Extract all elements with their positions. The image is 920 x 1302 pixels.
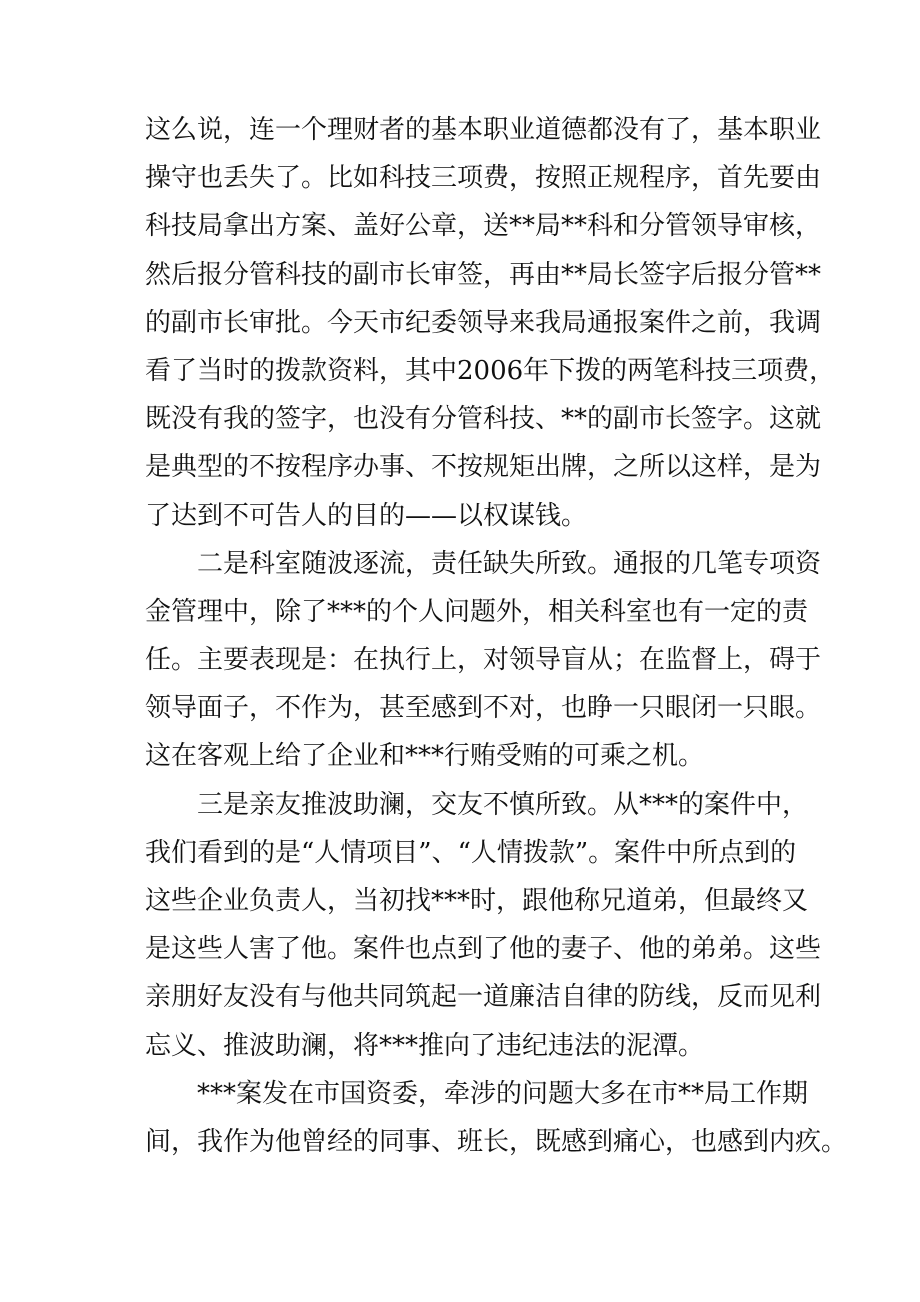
text-line: 既没有我的签字，也没有分管科技、**的副市长签字。这就 — [145, 404, 822, 435]
text-line: 亲朋好友没有与他共同筑起一道廉洁自律的防线，反而见利 — [145, 982, 822, 1013]
text-line: ***案发在市国资委，牵涉的问题大多在市**局工作期 — [197, 1078, 809, 1109]
text-line: 金管理中，除了***的个人问题外，相关科室也有一定的责 — [145, 596, 809, 627]
document-body — [145, 106, 848, 1166]
text-line: 这么说，连一个理财者的基本职业道德都没有了，基本职业 — [145, 115, 822, 145]
text-line: 了达到不可告人的目的——以权谋钱。 — [145, 500, 588, 531]
text-line: 这在客观上给了企业和***行贿受贿的可乘之机。 — [145, 741, 705, 772]
text-line: 操守也丢失了。比如科技三项费，按照正规程序，首先要由 — [145, 163, 822, 194]
text-line: 看了当时的拨款资料，其中2006年下拨的两笔科技三项费， — [145, 355, 836, 386]
text-line: 这些企业负责人，当初找***时，跟他称兄道弟，但最终又 — [145, 886, 809, 916]
paragraph-2 — [145, 540, 822, 781]
text-line: 领导面子，不作为，甚至感到不对，也睁一只眼闭一只眼。 — [145, 693, 822, 724]
text-line: 的副市长审批。今天市纪委领导来我局通报案件之前，我调 — [145, 307, 822, 338]
text-line: 任。主要表现是：在执行上，对领导盲从；在监督上，碍于 — [145, 645, 822, 676]
text-line: 是典型的不按程序办事、不按规矩出牌，之所以这样，是为 — [145, 452, 822, 483]
text-line: 我们看到的是“人情项目”、“人情拨款”。案件中所点到的 — [145, 837, 797, 868]
paragraph-4 — [145, 1070, 848, 1166]
text-line: 是这些人害了他。案件也点到了他的妻子、他的弟弟。这些 — [145, 934, 822, 965]
text-line: 然后报分管科技的副市长审签，再由**局长签字后报分管** — [145, 259, 822, 290]
paragraph-3 — [145, 781, 822, 1070]
text-line: 间，我作为他曾经的同事、班长，既感到痛心，也感到内疚。 — [145, 1126, 848, 1157]
text-line: 科技局拿出方案、盖好公章，送**局**科和分管领导审核， — [145, 211, 822, 242]
text-line: 三是亲友推波助澜，交友不慎所致。从***的案件中， — [197, 789, 809, 820]
text-line: 二是科室随波逐流，责任缺失所致。通报的几笔专项资 — [197, 548, 822, 579]
paragraph-1 — [145, 106, 836, 540]
text-line: 忘义、推波助澜，将***推向了违纪违法的泥潭。 — [145, 1030, 705, 1061]
